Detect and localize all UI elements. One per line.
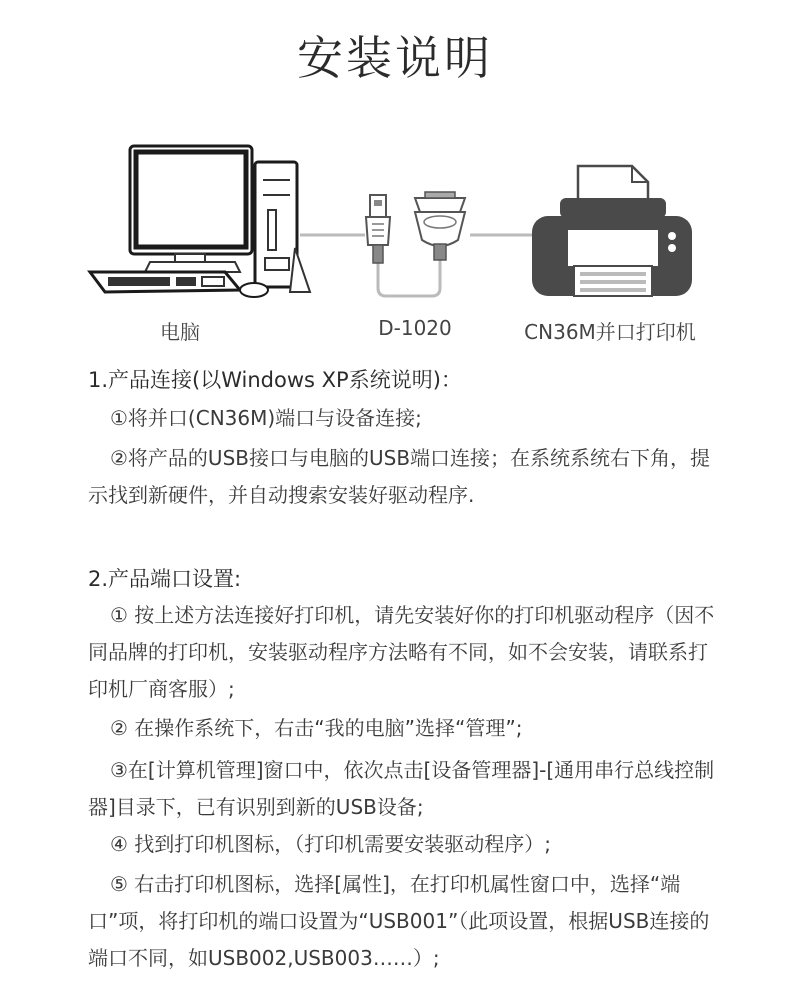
section2-heading: 2.产品端口设置: bbox=[88, 567, 242, 591]
section1-step-1: ①将并口(CN36M)端口与设备连接; bbox=[110, 406, 422, 430]
section2-step-4: ④ 找到打印机图标，（打印机需要安装驱动程序）; bbox=[110, 832, 552, 856]
section2-step-2: ② 在操作系统下，右击“我的电脑”选择“管理”; bbox=[110, 716, 523, 740]
section2-step-3: ③在[计算机管理]窗口中，依次点击[设备管理器]-[通用串行总线控制器]目录下，已有识别到新的USB设备; bbox=[88, 758, 715, 819]
cable-label: D-1020 bbox=[378, 316, 452, 340]
printer-label: CN36M并口打印机 bbox=[524, 320, 696, 344]
cable-lines bbox=[300, 235, 545, 296]
section2-step-1: ① 按上述方法连接好打印机，请先安装好你的打印机驱动程序（因不同品牌的打印机，安装驱动程序方法略有不同，如不会安装，请联系打印机厂商客服）; bbox=[88, 603, 715, 701]
printer-icon bbox=[532, 166, 692, 296]
section1-step-2: ②将产品的USB接口与电脑的USB端口连接；在系统系统右下角，提示找到新硬件，并自动搜索安装好驱动程序. bbox=[88, 446, 711, 507]
connection-diagram bbox=[0, 140, 790, 310]
pc-label: 电脑 bbox=[160, 320, 200, 344]
page-title: 安装说明 bbox=[297, 31, 493, 85]
section1-heading: 1.产品连接(以Windows XP系统说明)： bbox=[88, 368, 462, 392]
section2-step-5: ⑤ 右击打印机图标，选择[属性]，在打印机属性窗口中，选择“端口”项，将打印机的端口设置为“USB001”（此项设置，根据USB连接的端口不同，如USB002,USB003……）; bbox=[88, 872, 710, 970]
computer-icon bbox=[90, 146, 310, 297]
parallel-connector-icon bbox=[415, 192, 465, 260]
usb-plug-icon bbox=[366, 195, 390, 263]
